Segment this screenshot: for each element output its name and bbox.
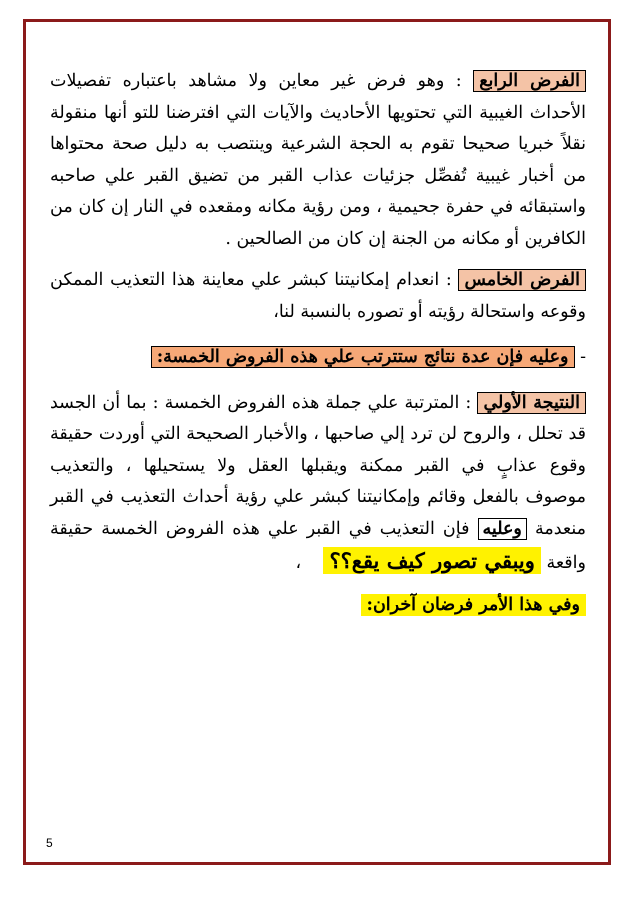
result-1-tail: ، bbox=[295, 553, 302, 573]
paragraph-result-1 bbox=[50, 388, 586, 580]
closing-label: وفي هذا الأمر فرضان آخران: bbox=[361, 594, 587, 616]
result-1-yellow-question: ويبقي تصور كيف يقع؟؟ bbox=[323, 547, 540, 574]
paragraph-hypothesis-4 bbox=[50, 66, 586, 255]
document-body bbox=[50, 66, 586, 621]
consequence-label: وعليه فإن عدة نتائج ستترتب علي هذه الفروض الخمسة: bbox=[151, 346, 575, 368]
hypothesis-5-label: الفرض الخامس bbox=[458, 269, 586, 291]
paragraph-hypothesis-5 bbox=[50, 265, 586, 328]
paragraph-consequence bbox=[50, 342, 586, 374]
result-1-text-b: فإن التعذيب في القبر علي هذه الفروض الخمسة حقيقة واقعة bbox=[50, 518, 586, 573]
hypothesis-4-label: الفرض الرابع bbox=[473, 70, 586, 92]
hypothesis-5-text: : انعدام إمكانيتنا كبشر علي معاينة هذا التعذيب الممكن وقوعه واستحالة رؤيته أو تصوره بالنسبة لنا، bbox=[50, 270, 586, 322]
result-1-text-a: : المترتبة علي جملة هذه الفروض الخمسة : بما أن الجسد قد تحلل ، والروح لن ترد إلي صاحبها ، والأخبار الصحيحة التي أوردت حقيقة وقوع عذابٍ في القبر ممكنة ويقبلها العقل ولا يستحيلها ، والتعذيب موصوف بالفعل وقائم وإمكانيتنا كبشر علي رؤية أحداث التعذيب في القبر منعدمة bbox=[50, 392, 586, 539]
consequence-dash: - bbox=[580, 347, 586, 367]
page-number: 5 bbox=[46, 836, 53, 850]
paragraph-closing bbox=[50, 590, 586, 622]
hypothesis-4-text: : وهو فرض غير معاين ولا مشاهد باعتباره تفصيلات الأحداث الغيبية التي تحتويها الأحاديث والآيات التي افترضنا للتو أنها منقولة نقلاً خبريا صحيحا تقوم به الحجة الشرعية وينتصب به دليل صحة محتواها من أخبار غيبية تُفصِّل جزئيات عذاب القبر من تضيق القبر علي صاحبه واستبقائه في حفرة جحيمية ، ومن رؤية مكانه ومقعده في النار إن كان من الكافرين أو مكانه من الجنة إن كان من الصالحين . bbox=[50, 71, 586, 249]
result-1-boxed-word: وعليه bbox=[478, 518, 527, 540]
result-1-label: النتيجة الأولي bbox=[477, 392, 586, 414]
